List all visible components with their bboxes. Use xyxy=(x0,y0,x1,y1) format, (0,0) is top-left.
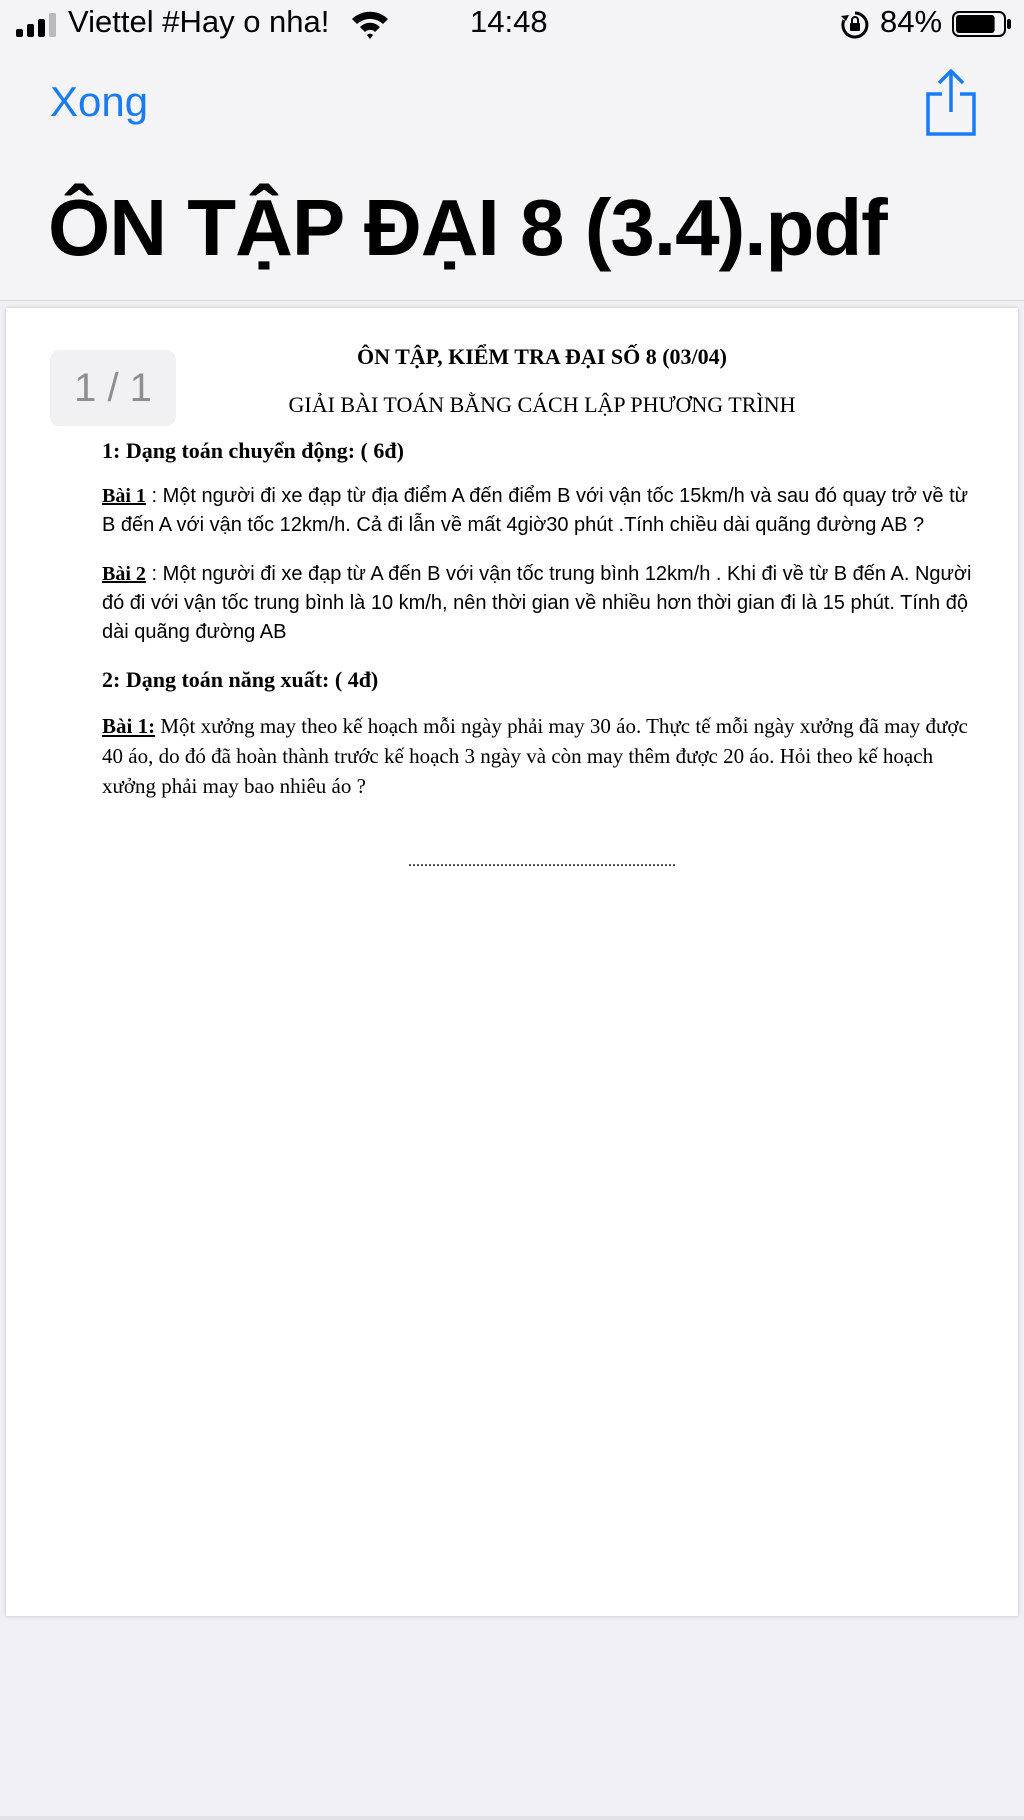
wifi-icon xyxy=(350,8,390,40)
exercise-1-2 xyxy=(102,560,972,647)
document-heading: ÔN TẬP, KIỂM TRA ĐẠI SỐ 8 (03/04) xyxy=(357,344,727,369)
navigation-header xyxy=(0,48,1024,301)
share-icon[interactable] xyxy=(924,68,978,138)
section-2-title: 2: Dạng toán năng xuất: ( 4đ) xyxy=(102,667,379,692)
battery-percentage: 84% xyxy=(880,4,943,39)
exercise-label: Bài 1: xyxy=(102,714,156,738)
page-indicator: 1 / 1 xyxy=(50,350,176,426)
status-time: 14:48 xyxy=(470,4,548,39)
document-subheading: GIẢI BÀI TOÁN BẰNG CÁCH LẬP PHƯƠNG TRÌNH xyxy=(288,392,796,417)
status-bar xyxy=(0,0,1024,48)
document-title: ÔN TẬP ĐẠI 8 (3.4).pdf xyxy=(48,183,887,272)
done-button[interactable]: Xong xyxy=(50,78,149,125)
battery-icon xyxy=(952,10,1012,38)
signal-icon xyxy=(16,13,60,37)
exercise-label: Bài 2 xyxy=(102,563,146,585)
bottom-edge xyxy=(0,1816,1024,1820)
orientation-lock-icon xyxy=(840,10,870,40)
carrier-name: Viettel #Hay o nha! xyxy=(68,4,330,39)
exercise-1-1 xyxy=(102,482,972,540)
end-dotted-line: ................................................................... xyxy=(408,853,676,870)
exercise-2-1 xyxy=(102,711,972,801)
exercise-label: Bài 1 xyxy=(102,485,146,507)
exercise-text: : Một người đi xe đạp từ A đến B với vận tốc trung bình 12km/h . Khi đi về từ B đến A. Người đó đi với vận tốc trung bình là 10 km/h, nên thời gian về nhiều hơn thời gian đi là 15 phút. Tính độ dài quãng đường AB xyxy=(102,563,972,643)
exercise-text: Một xưởng may theo kế hoạch mỗi ngày phải may 30 áo. Thực tế mỗi ngày xưởng đã may được 40 áo, do đó đã hoàn thành trước kế hoạch 3 ngày và còn may thêm được 20 áo. Hỏi theo kế hoạch xưởng phải may bao nhiêu áo ? xyxy=(102,714,968,798)
exercise-text: : Một người đi xe đạp từ địa điểm A đến điểm B với vận tốc 15km/h và sau đó quay trở về từ B đến A với vận tốc 12km/h. Cả đi lẫn về mất 4giờ30 phút .Tính chiều dài quãng đường AB ? xyxy=(102,485,969,536)
document-body xyxy=(102,438,972,821)
section-1-title: 1: Dạng toán chuyển động: ( 6đ) xyxy=(102,438,404,463)
pdf-page[interactable] xyxy=(6,308,1018,1616)
